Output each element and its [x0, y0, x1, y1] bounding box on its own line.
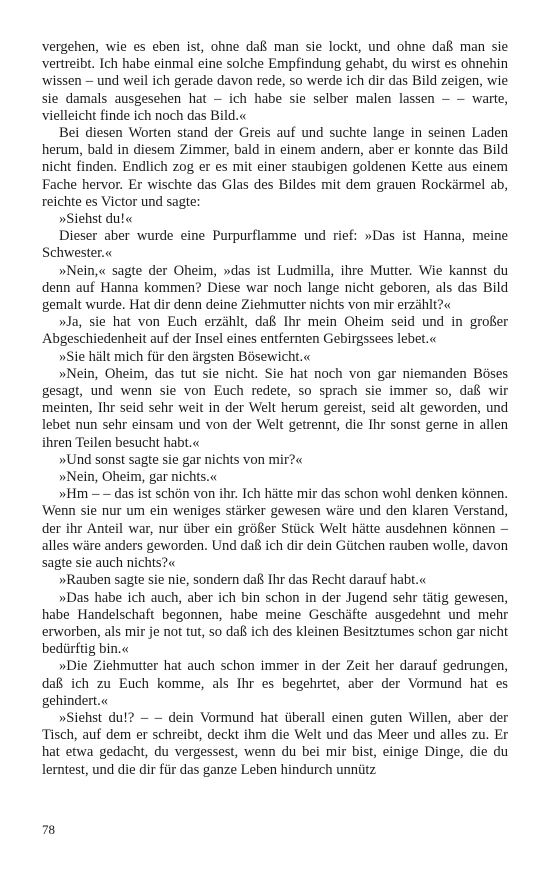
paragraph-purpurflamme: Dieser aber wurde eine Purpurflamme und rief: »Das ist Hanna, meine Schwester.«: [42, 228, 508, 262]
paragraph-hm: »Hm – – das ist schön von ihr. Ich hätte mir das schon wohl denken können. Wenn sie nur um ein weniges stärker gewesen wäre und den klaren Verstand, der ihr Anteil war, nur über ein größer Stück Welt hätte ausdehnen können – alles wäre anders geworden. Und daß ich dir dein Gütchen rauben wolle, davon sagte sie auch nichts?«: [42, 486, 508, 572]
paragraph-boesewicht: »Sie hält mich für den ärgsten Bösewicht.«: [59, 348, 311, 365]
paragraph-abgeschiedenheit: »Ja, sie hat von Euch erzählt, daß Ihr mein Oheim seid und in großer Abgeschiedenheit auf der Insel eines entfernten Gebirgssees lebet.«: [42, 314, 508, 348]
paragraph-continued: vergehen, wie es eben ist, ohne daß man sie lockt, und ohne daß man sie vertreibt. Ich habe einmal eine solche Empfindung gehabt, du wirst es ohnehin wissen – und weil ich gerade davon rede, so werde ich dir das Bild zeigen, wie sie damals ausgesehen hat – ich habe sie selber malen lassen – – warte, vielleicht finde ich noch das Bild.«: [42, 39, 508, 124]
paragraph-und-sonst: »Und sonst sagte sie gar nichts von mir?«: [59, 451, 303, 468]
page-number: 78: [42, 822, 55, 837]
paragraph-rauben: »Rauben sagte sie nie, sondern daß Ihr das Recht darauf habt.«: [59, 572, 427, 589]
paragraph-vormund: »Siehst du!? – – dein Vormund hat überall einen guten Willen, aber der Tisch, auf dem er schreibt, deckt ihm die Welt und das Meer und alles zu. Er hat etwa gedacht, du vergessest, wenn du bei mir bist, einige Dinge, die du lerntest, und die dir für das ganze Leben hindurch unnütz: [42, 709, 508, 778]
book-page: [42, 39, 508, 779]
paragraph-gar-nichts: »Nein, Oheim, gar nichts.«: [59, 469, 218, 486]
paragraph-siehst-du: »Siehst du!«: [59, 211, 133, 228]
paragraph-greis-sucht-bild: Bei diesen Worten stand der Greis auf und suchte lange in seinen Laden herum, bald in diesem Zimmer, bald in einem andern, aber er konnte das Bild nicht finden. Endlich zog er es mit einer staubigen goldenen Kette aus einem Fache hervor. Er wischte das Glas des Bildes mit dem grauen Rockärmel ab, reichte es Victor und sagte:: [42, 125, 508, 210]
paragraph-handelschaft: »Das habe ich auch, aber ich bin schon in der Jugend sehr tätig gewesen, habe Handelschaft begonnen, habe meine Geschäfte ausgedehnt und mehr erworben, als mir je not tut, so daß ich des kleinen Besitztumes schon gar nicht bedürftig bin.«: [42, 589, 508, 658]
paragraph-ziehmutter: »Die Ziehmutter hat auch schon immer in der Zeit her darauf gedrungen, daß ich zu Euch komme, als Ihr es begehrtet, aber der Vormund hat es gehindert.«: [42, 658, 508, 709]
paragraph-nein-oheim: »Nein, Oheim, das tut sie nicht. Sie hat noch von gar niemanden Böses gesagt, und wenn sie von Euch redete, so sprach sie immer so, daß wir meinten, Ihr seid sehr weit in der Welt herum gereist, seid alt geworden, und lebet nun sehr einsam und von der Welt getrennt, die Ihr sonst gerne in allen ihren Teilen besucht habt.«: [42, 365, 508, 451]
paragraph-ludmilla: »Nein,« sagte der Oheim, »das ist Ludmilla, ihre Mutter. Wie kannst du denn auf Hanna kommen? Diese war noch lange nicht geboren, als das Bild gemalt wurde. Hat dir denn deine Ziehmutter nichts von mir erzählt?«: [42, 262, 508, 314]
